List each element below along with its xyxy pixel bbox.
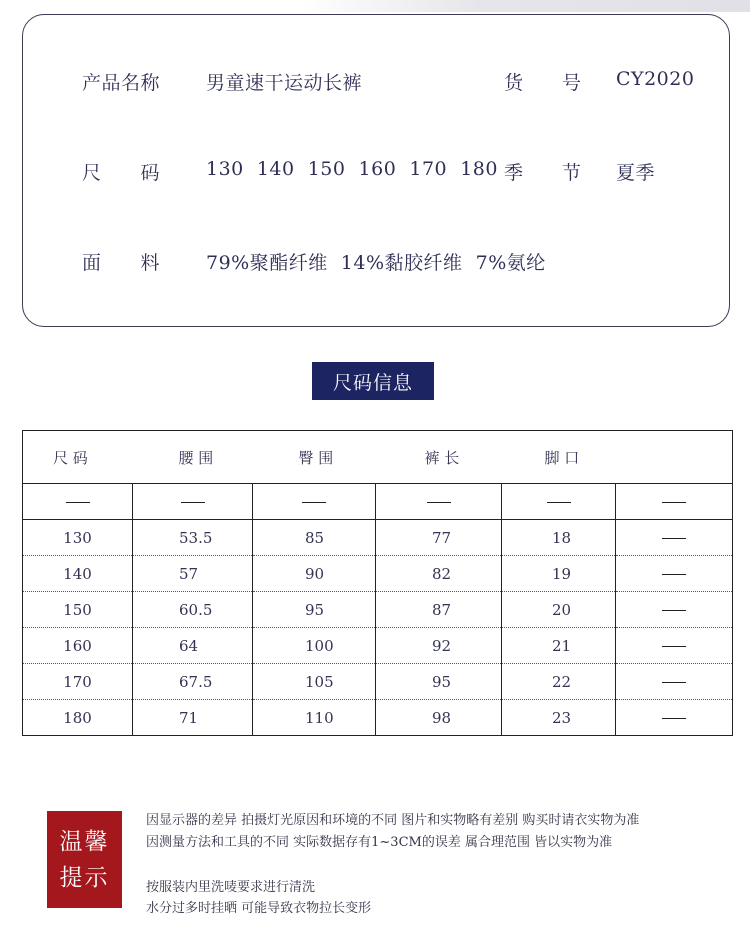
table-row <box>23 664 733 700</box>
cell-hem: 23 <box>502 700 616 736</box>
dash-cell <box>23 484 133 520</box>
cell-hip: 85 <box>253 520 376 556</box>
header-hem: 脚 口 <box>502 431 616 484</box>
cell-waist: 60.5 <box>133 592 253 628</box>
size-label: 尺 码 <box>82 162 161 184</box>
cell-size: 180 <box>23 700 133 736</box>
cell-length: 92 <box>376 628 502 664</box>
cell-extra <box>616 556 733 592</box>
cell-size: 170 <box>23 664 133 700</box>
header-waist: 腰 围 <box>133 431 253 484</box>
cell-waist: 64 <box>133 628 253 664</box>
tip-line-1: 因显示器的差异 拍摄灯光原因和环境的不同 图片和实物略有差别 购买时请衣实物为准 <box>146 813 640 828</box>
tip-line-2: 因测量方法和工具的不同 实际数据存有1~3CM的误差 属合理范围 皆以实物为准 <box>146 835 613 850</box>
cell-hem: 18 <box>502 520 616 556</box>
cell-hip: 110 <box>253 700 376 736</box>
cell-waist: 53.5 <box>133 520 253 556</box>
cell-length: 77 <box>376 520 502 556</box>
cell-extra-dash <box>662 538 686 539</box>
header-size: 尺 码 <box>23 431 133 484</box>
cell-hem: 21 <box>502 628 616 664</box>
tip-line-4: 水分过多时挂晒 可能导致衣物拉长变形 <box>146 901 372 916</box>
cell-hip: 90 <box>253 556 376 592</box>
cell-hip: 105 <box>253 664 376 700</box>
fabric-value: 79%聚酯纤维 14%黏胶纤维 7%氨纶 <box>206 252 546 274</box>
table-row <box>23 700 733 736</box>
cell-extra <box>616 700 733 736</box>
cell-size: 130 <box>23 520 133 556</box>
item-no-value: CY2020 <box>616 68 695 90</box>
item-no-label: 货 号 <box>504 72 592 94</box>
size-table <box>22 430 733 736</box>
cell-extra <box>616 628 733 664</box>
cell-extra <box>616 664 733 700</box>
table-row <box>23 484 733 520</box>
cell-extra-dash <box>662 574 686 575</box>
dash-cell <box>376 484 502 520</box>
cell-extra-dash <box>662 682 686 683</box>
season-label: 季 节 <box>504 162 592 184</box>
warm-tips-badge <box>47 811 122 908</box>
cell-hem: 22 <box>502 664 616 700</box>
cell-hip: 95 <box>253 592 376 628</box>
dash-cell <box>133 484 253 520</box>
cell-waist: 57 <box>133 556 253 592</box>
cell-waist: 71 <box>133 700 253 736</box>
cell-extra-dash <box>662 610 686 611</box>
season-value: 夏季 <box>616 162 656 184</box>
cell-extra-dash <box>662 718 686 719</box>
tip-line-3: 按服装内里洗唛要求进行清洗 <box>146 880 316 895</box>
cell-length: 98 <box>376 700 502 736</box>
table-row <box>23 628 733 664</box>
top-shadow-decoration <box>300 0 750 12</box>
size-info-title: 尺码信息 <box>312 362 434 400</box>
cell-size: 150 <box>23 592 133 628</box>
cell-extra-dash <box>662 646 686 647</box>
table-row <box>23 592 733 628</box>
table-header-row <box>23 431 733 484</box>
table-row <box>23 556 733 592</box>
cell-waist: 67.5 <box>133 664 253 700</box>
cell-length: 87 <box>376 592 502 628</box>
size-value: 130 140 150 160 170 180 <box>206 158 498 180</box>
dash-cell <box>616 484 733 520</box>
table-row <box>23 520 733 556</box>
cell-hem: 19 <box>502 556 616 592</box>
fabric-label: 面 料 <box>82 252 161 274</box>
header-blank <box>616 431 733 484</box>
warm-tips-line1: 温馨 <box>59 828 110 855</box>
warm-tips-line2: 提示 <box>59 864 110 891</box>
cell-size: 140 <box>23 556 133 592</box>
cell-length: 82 <box>376 556 502 592</box>
dash-cell <box>253 484 376 520</box>
dash-cell <box>502 484 616 520</box>
cell-extra <box>616 592 733 628</box>
product-name-label: 产品名称 <box>82 72 161 94</box>
product-name-value: 男童速干运动长裤 <box>206 72 363 94</box>
header-hip: 臀 围 <box>253 431 376 484</box>
cell-size: 160 <box>23 628 133 664</box>
header-length: 裤 长 <box>376 431 502 484</box>
cell-extra <box>616 520 733 556</box>
cell-length: 95 <box>376 664 502 700</box>
cell-hem: 20 <box>502 592 616 628</box>
cell-hip: 100 <box>253 628 376 664</box>
